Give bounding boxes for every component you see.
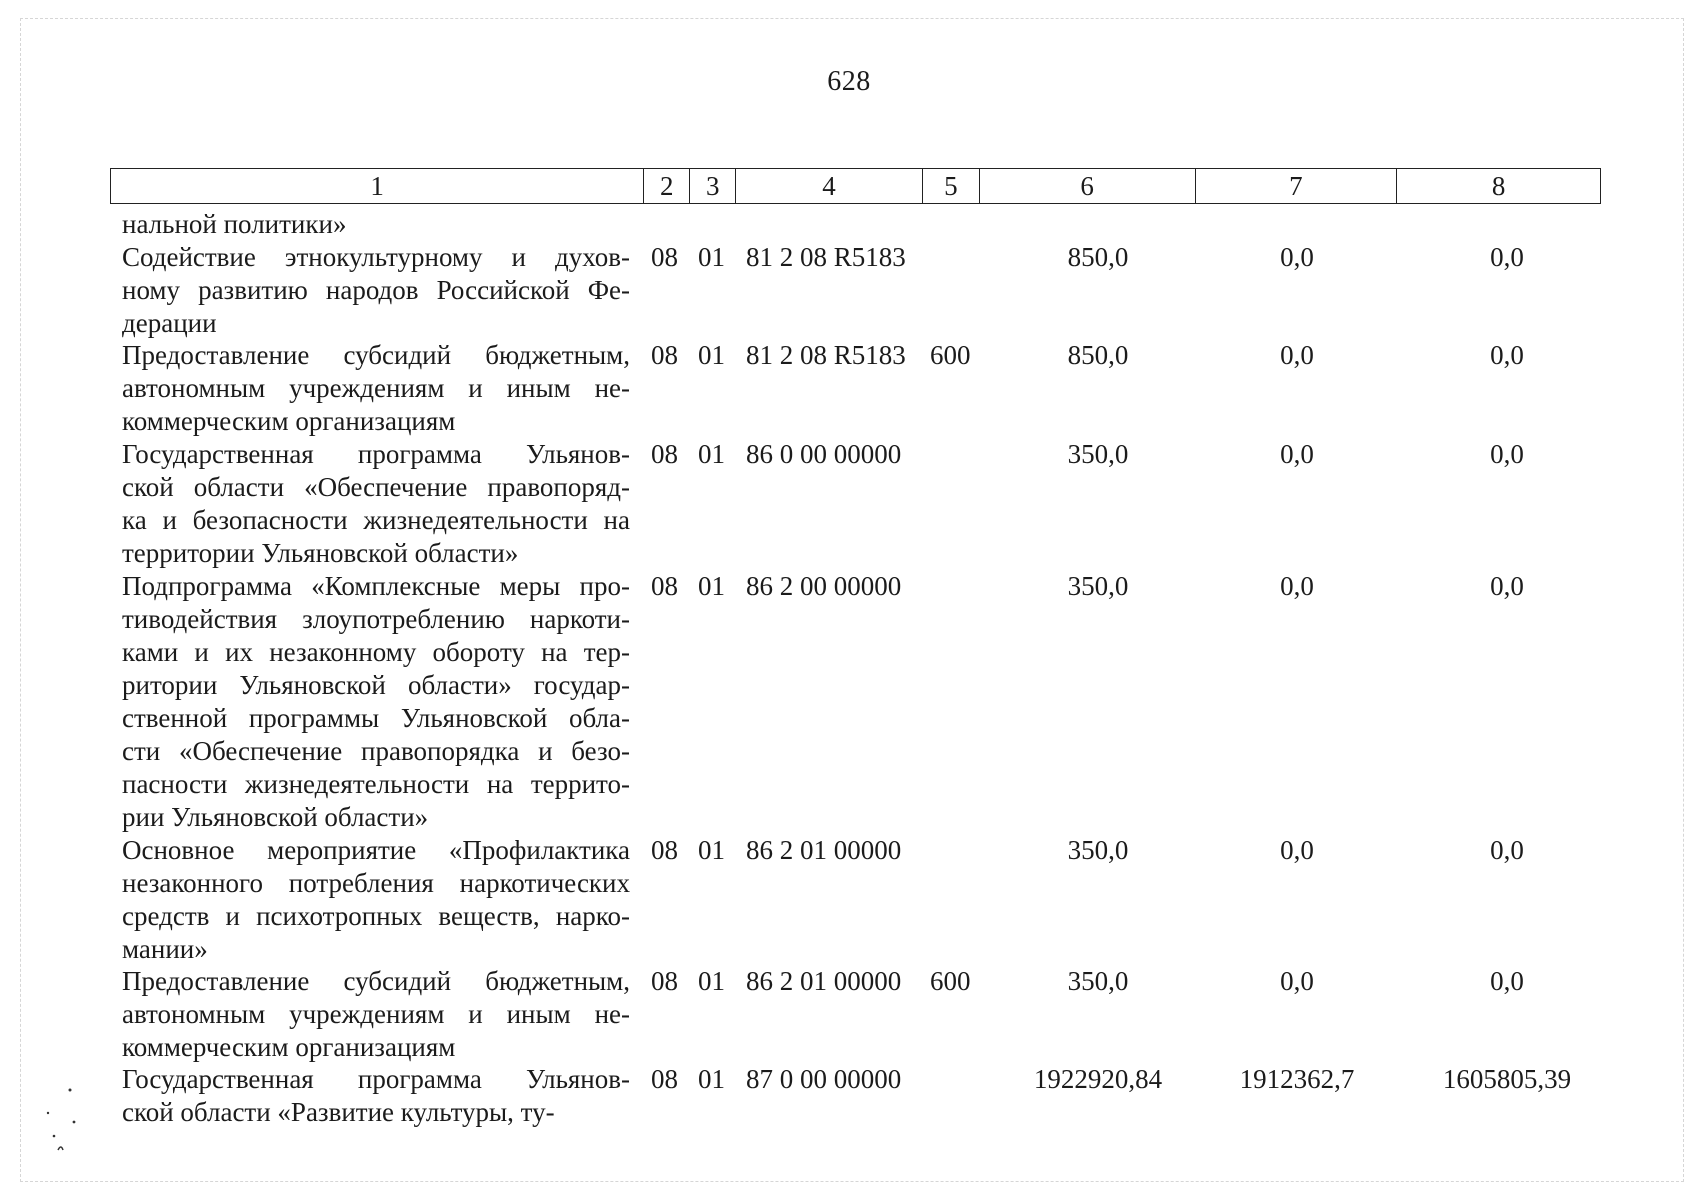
section-code: 08 [651, 340, 678, 370]
amount-col-8: 0,0 [1490, 966, 1524, 996]
section-code: 08 [651, 966, 678, 996]
description-line: мании» [122, 934, 208, 964]
subsection-code: 01 [698, 571, 725, 601]
amount-col-6: 1922920,84 [1033, 1064, 1163, 1094]
amount-col-7: 0,0 [1280, 439, 1314, 469]
description-line: Подпрограмма «Комплексные меры про- [122, 571, 630, 601]
description-line: ка и безопасности жизнедеятельности на [122, 505, 630, 535]
amount-col-8: 0,0 [1490, 571, 1524, 601]
description-line: ками и их незаконному обороту на тер- [122, 637, 630, 667]
description-line: тиводействия злоупотреблению наркоти- [122, 604, 630, 634]
description-line: ственной программы Ульяновской обла- [122, 703, 630, 733]
description-line: Государственная программа Ульянов- [122, 1064, 630, 1094]
expense-type-code: 600 [930, 966, 971, 996]
subsection-code: 01 [698, 242, 725, 272]
description-line: Государственная программа Ульянов- [122, 439, 630, 469]
section-code: 08 [651, 571, 678, 601]
description-line: автономным учреждениям и иным не- [122, 373, 630, 403]
subsection-code: 01 [698, 340, 725, 370]
header-col-4: 4 [736, 169, 923, 203]
row-description [122, 339, 630, 438]
description-line: коммерческим организациям [122, 1032, 456, 1062]
amount-col-7: 0,0 [1280, 340, 1314, 370]
amount-col-8: 0,0 [1490, 340, 1524, 370]
amount-col-7: 0,0 [1280, 966, 1314, 996]
row-description [122, 438, 630, 570]
target-article-code: 86 2 01 00000 [746, 835, 902, 865]
row-description [122, 570, 630, 834]
table-header-row [110, 168, 1601, 204]
section-code: 08 [651, 1064, 678, 1094]
description-line: территории Ульяновской области» [122, 538, 519, 568]
page-number: 628 [827, 66, 871, 97]
subsection-code: 01 [698, 439, 725, 469]
description-line: ской области «Развитие культуры, ту- [122, 1097, 555, 1127]
amount-col-6: 350,0 [1067, 439, 1129, 469]
section-code: 08 [651, 242, 678, 272]
amount-col-7: 1912362,7 [1239, 1064, 1355, 1094]
header-col-8: 8 [1491, 171, 1506, 201]
description-line: пасности жизнедеятельности на террито- [122, 769, 630, 799]
amount-col-8: 0,0 [1490, 439, 1524, 469]
description-line: Основное мероприятие «Профилактика [122, 835, 630, 865]
section-code: 08 [651, 439, 678, 469]
description-line: дерации [122, 308, 217, 338]
amount-col-8: 0,0 [1490, 242, 1524, 272]
amount-col-8: 1605805,39 [1442, 1064, 1572, 1094]
target-article-code: 81 2 08 R5183 [746, 340, 906, 370]
amount-col-6: 350,0 [1067, 966, 1129, 996]
amount-col-6: 350,0 [1067, 571, 1129, 601]
subsection-code: 01 [698, 966, 725, 996]
header-col-6: 6 [980, 169, 1196, 203]
amount-col-6: 850,0 [1067, 340, 1129, 370]
header-col-5: 5 [923, 169, 980, 203]
target-article-code: 86 2 00 00000 [746, 571, 902, 601]
row-description [122, 965, 630, 1064]
description-line: средств и психотропных веществ, нарко- [122, 901, 630, 931]
subsection-code: 01 [698, 835, 725, 865]
target-article-code: 86 2 01 00000 [746, 966, 902, 996]
description-line: рии Ульяновской области» [122, 802, 429, 832]
row-description [122, 208, 630, 241]
section-code: 08 [651, 835, 678, 865]
scan-specks [30, 1080, 90, 1170]
row-description [122, 241, 630, 340]
target-article-code: 86 0 00 00000 [746, 439, 902, 469]
description-line: ному развитию народов Российской Фе- [122, 275, 630, 305]
description-line: коммерческим организациям [122, 406, 456, 436]
row-description [122, 1063, 630, 1129]
description-line: сти «Обеспечение правопорядка и безо- [122, 736, 630, 766]
description-line: нальной политики» [122, 209, 347, 239]
subsection-code: 01 [698, 1064, 725, 1094]
description-line: автономным учреждениям и иным не- [122, 999, 630, 1029]
header-col-1: 1 [111, 169, 644, 203]
amount-col-7: 0,0 [1280, 242, 1314, 272]
description-line: Содействие этнокультурному и духов- [122, 242, 630, 272]
description-line: ритории Ульяновской области» государ- [122, 670, 630, 700]
header-col-7: 7 [1196, 169, 1398, 203]
description-line: незаконного потребления наркотических [122, 868, 630, 898]
amount-col-7: 0,0 [1280, 571, 1314, 601]
header-col-2: 2 [644, 169, 690, 203]
target-article-code: 87 0 00 00000 [746, 1064, 902, 1094]
description-line: ской области «Обеспечение правопоряд- [122, 472, 630, 502]
amount-col-8: 0,0 [1490, 835, 1524, 865]
amount-col-6: 350,0 [1067, 835, 1129, 865]
amount-col-7: 0,0 [1280, 835, 1314, 865]
row-description [122, 834, 630, 966]
target-article-code: 81 2 08 R5183 [746, 242, 906, 272]
expense-type-code: 600 [930, 340, 971, 370]
description-line: Предоставление субсидий бюджетным, [122, 340, 630, 370]
header-col-3: 3 [690, 169, 736, 203]
amount-col-6: 850,0 [1067, 242, 1129, 272]
description-line: Предоставление субсидий бюджетным, [122, 966, 630, 996]
